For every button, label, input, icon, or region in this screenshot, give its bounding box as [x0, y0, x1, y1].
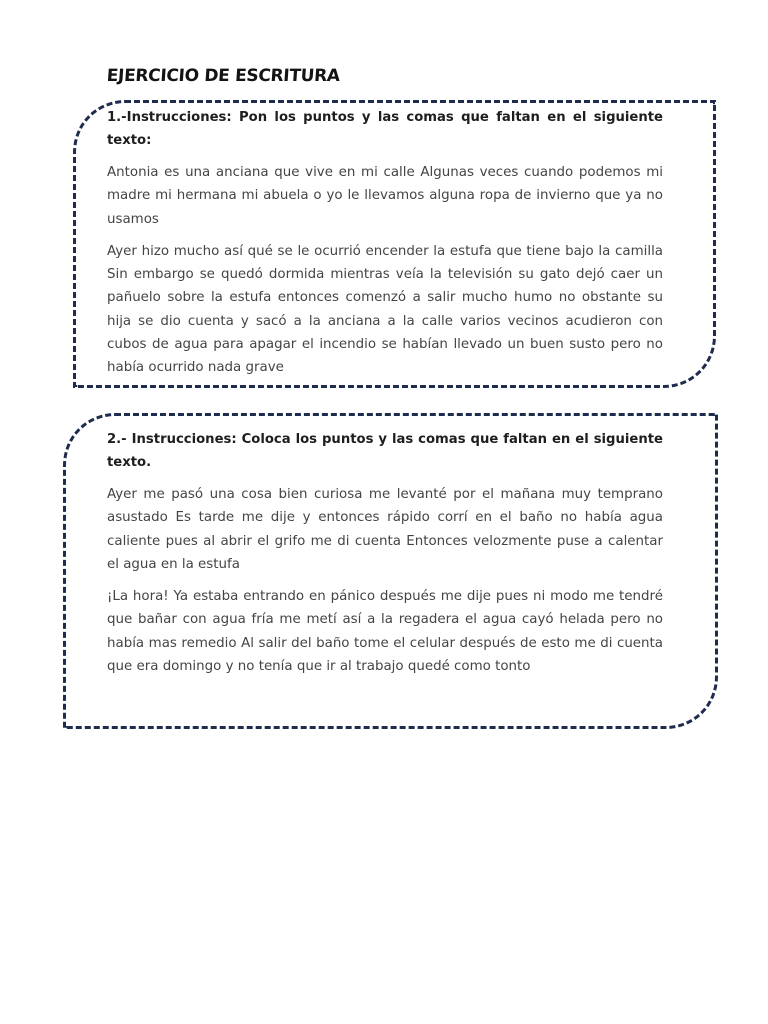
page-title: EJERCICIO DE ESCRITURA — [106, 66, 341, 86]
exercise-1-paragraph-2: Ayer hizo mucho así qué se le ocurrió encender la estufa que tiene bajo la camilla Sin embargo se quedó dormida mientras veía la televisión su gato dejó caer un pañuelo sobre la estufa entonces comenzó a salir mucho humo no obstante su hija se dio cuenta y sacó a la anciana a la calle varios vecinos acudieron con cubos de agua para apagar el incendio se habían llevado un buen susto pero no había ocurrido nada grave — [107, 243, 663, 376]
exercise-1-instructions: 1.-Instrucciones: Pon los puntos y las comas que faltan en el siguiente texto: — [107, 110, 663, 148]
exercise-2-paragraph-2: ¡La hora! Ya estaba entrando en pánico después me dije pues ni modo me tendré que bañar con agua fría me metí así a la regadera el agua cayó helada pero no había mas remedio Al salir del baño tome el celular después de esto me di cuenta que era domingo y no tenía que ir al trabajo quedé como tonto — [107, 589, 663, 675]
exercise-2 — [107, 428, 663, 678]
exercise-1-paragraph-1: Antonia es una anciana que vive en mi calle Algunas veces cuando podemos mi madre mi hermana mi abuela o yo le llevamos alguna ropa de invierno que ya no usamos — [107, 165, 663, 227]
exercise-2-instructions: 2.- Instrucciones: Coloca los puntos y las comas que faltan en el siguiente texto. — [107, 432, 663, 470]
exercise-1 — [107, 106, 663, 380]
exercise-2-paragraph-1: Ayer me pasó una cosa bien curiosa me levanté por el mañana muy temprano asustado Es tarde me dije y entonces rápido corrí en el baño no había agua caliente pues al abrir el grifo me di cuenta Entonces velozmente puse a calentar el agua en la estufa — [107, 487, 663, 572]
